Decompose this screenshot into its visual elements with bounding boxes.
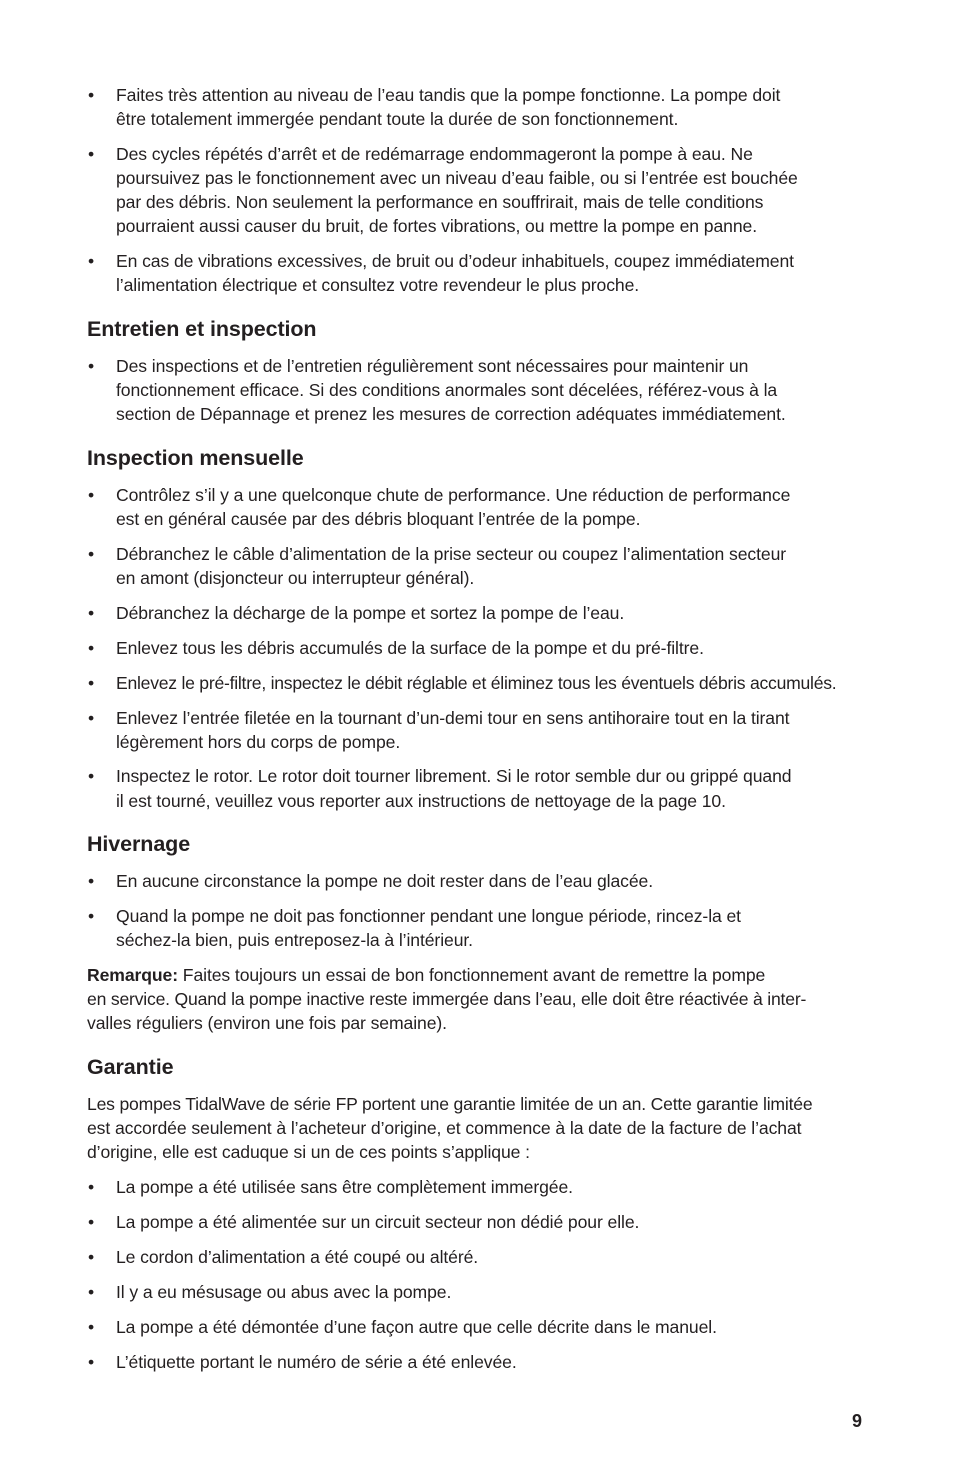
list-item-line: pourraient aussi causer du bruit, de fortes vibrations, ou mettre la pompe en panne. [116, 216, 757, 236]
bullet-marker: • [88, 638, 95, 658]
list-item-line: Débranchez le câble d’alimentation de la prise secteur ou coupez l’alimentation secteur [116, 544, 787, 564]
note-paragraph-line: valles réguliers (environ une fois par semaine). [87, 1013, 447, 1033]
list-item-line: La pompe a été alimentée sur un circuit secteur non dédié pour elle. [116, 1212, 640, 1232]
list-item-line: légèrement hors du corps de pompe. [116, 732, 401, 752]
bullet-marker: • [88, 1247, 95, 1267]
list-item-line: séchez-la bien, puis entreposez-la à l’intérieur. [116, 930, 473, 950]
list-item-line: Faites très attention au niveau de l’eau tandis que la pompe fonctionne. La pompe doit [116, 85, 781, 105]
bullet-marker: • [88, 766, 95, 786]
page-number: 9 [852, 1411, 863, 1431]
list-item-line: est en général causée par des débris bloquant l’entrée de la pompe. [116, 509, 641, 529]
bullet-marker: • [88, 85, 95, 105]
paragraph-line: d’origine, elle est caduque si un de ces points s’applique : [87, 1142, 530, 1162]
note-text: Faites toujours un essai de bon fonctionnement avant de remettre la pompe [178, 965, 766, 985]
list-item-line: Des cycles répétés d’arrêt et de redémarrage endommageront la pompe à eau. Ne [116, 144, 753, 164]
list-item-line: fonctionnement efficace. Si des conditions anormales sont décelées, référez-vous à la [116, 380, 778, 400]
list-item-line: Enlevez le pré-filtre, inspectez le débit réglable et éliminez tous les éventuels débris accumulés. [116, 673, 837, 693]
note-paragraph-line [87, 963, 765, 987]
list-item-line: section de Dépannage et prenez les mesures de correction adéquates immédiatement. [116, 404, 786, 424]
list-item-line: L’étiquette portant le numéro de série a été enlevée. [116, 1352, 517, 1372]
list-item-line: Quand la pompe ne doit pas fonctionner pendant une longue période, rincez-la et [116, 906, 741, 926]
list-item-line: Enlevez l’entrée filetée en la tournant d’un-demi tour en sens antihoraire tout en la tirant [116, 708, 790, 728]
bullet-marker: • [88, 603, 95, 623]
list-item-line: Débranchez la décharge de la pompe et sortez la pompe de l’eau. [116, 603, 625, 623]
list-item-line: Enlevez tous les débris accumulés de la surface de la pompe et du pré-filtre. [116, 638, 704, 658]
list-item-line: Contrôlez s’il y a une quelconque chute de performance. Une réduction de performance [116, 485, 791, 505]
note-paragraph-line: en service. Quand la pompe inactive reste immergée dans l’eau, elle doit être réactivée à inter- [87, 989, 807, 1009]
section-heading-garantie: Garantie [87, 1055, 174, 1079]
list-item-line: en amont (disjoncteur ou interrupteur général). [116, 568, 475, 588]
paragraph-line: est accordée seulement à l’acheteur d’origine, et commence à la date de la facture de l’achat [87, 1118, 802, 1138]
note-label: Remarque: [87, 965, 179, 985]
list-item-line: En cas de vibrations excessives, de bruit ou d’odeur inhabituels, coupez immédiatement [116, 251, 794, 271]
section-heading-entretien: Entretien et inspection [87, 317, 317, 341]
list-item-line: Inspectez le rotor. Le rotor doit tourner librement. Si le rotor semble dur ou grippé quand [116, 766, 792, 786]
list-item-line: l’alimentation électrique et consultez votre revendeur le plus proche. [116, 275, 640, 295]
bullet-marker: • [88, 544, 95, 564]
section-heading-hivernage: Hivernage [87, 832, 191, 856]
bullet-marker: • [88, 871, 95, 891]
list-item-line: Il y a eu mésusage ou abus avec la pompe. [116, 1282, 452, 1302]
bullet-marker: • [88, 485, 95, 505]
bullet-marker: • [88, 1212, 95, 1232]
list-item-line: il est tourné, veuillez vous reporter aux instructions de nettoyage de la page 10. [116, 791, 726, 811]
paragraph-line: Les pompes TidalWave de série FP portent une garantie limitée de un an. Cette garantie limitée [87, 1094, 813, 1114]
bullet-marker: • [88, 356, 95, 376]
section-heading-mensuelle: Inspection mensuelle [87, 446, 304, 470]
bullet-marker: • [88, 1317, 95, 1337]
list-item-line: par des débris. Non seulement la performance en souffrirait, mais de telle conditions [116, 192, 764, 212]
bullet-marker: • [88, 144, 95, 164]
bullet-marker: • [88, 1177, 95, 1197]
list-item-line: Des inspections et de l’entretien régulièrement sont nécessaires pour maintenir un [116, 356, 749, 376]
bullet-marker: • [88, 251, 95, 271]
list-item-line: être totalement immergée pendant toute la durée de son fonctionnement. [116, 109, 679, 129]
list-item-line: poursuivez pas le fonctionnement avec un niveau d’eau faible, ou si l’entrée est bouchée [116, 168, 798, 188]
bullet-marker: • [88, 1352, 95, 1372]
bullet-marker: • [88, 1282, 95, 1302]
bullet-marker: • [88, 673, 95, 693]
bullet-marker: • [88, 906, 95, 926]
list-item-line: Le cordon d’alimentation a été coupé ou altéré. [116, 1247, 479, 1267]
list-item-line: La pompe a été utilisée sans être complètement immergée. [116, 1177, 573, 1197]
bullet-marker: • [88, 708, 95, 728]
list-item-line: En aucune circonstance la pompe ne doit rester dans de l’eau glacée. [116, 871, 654, 891]
list-item-line: La pompe a été démontée d’une façon autre que celle décrite dans le manuel. [116, 1317, 717, 1337]
